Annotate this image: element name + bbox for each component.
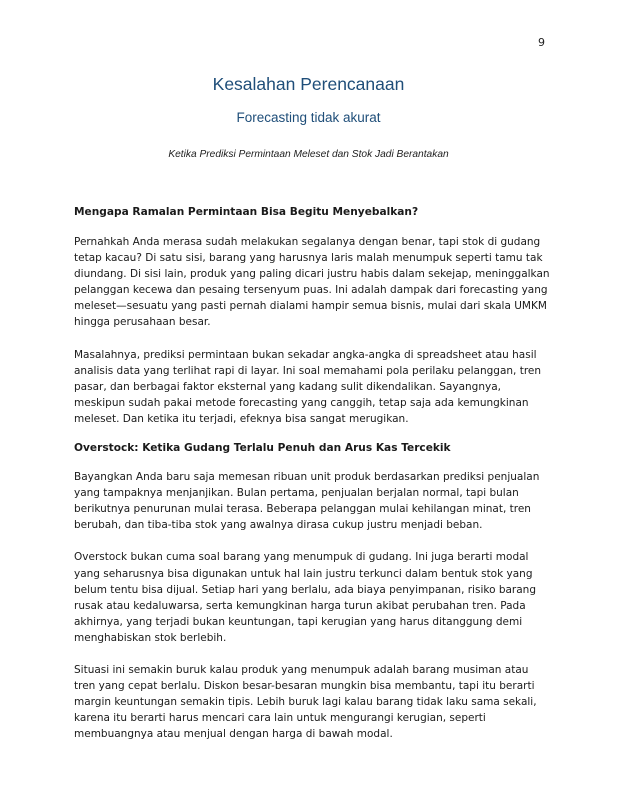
paragraph: Masalahnya, prediksi permintaan bukan sekadar angka-angka di spreadsheet atau hasil analisis data yang terlihat rapi di layar. Ini soal memahami pola perilaku pelanggan, tren pasar, dan berbagai faktor eksternal yang kadang sulit dikendalikan. Sayangnya, meskipun sudah pakai metode forecasting yang canggih, tetap saja ada kemungkinan meleset. Dan ketika itu terjadi, efeknya bisa sangat merugikan. xyxy=(74,348,542,425)
page-title: Kesalahan Perencanaan xyxy=(212,74,405,94)
page-tagline: Ketika Prediksi Permintaan Meleset dan Stok Jadi Berantakan xyxy=(168,149,449,160)
page-subtitle: Forecasting tidak akurat xyxy=(236,110,381,125)
paragraph: Overstock bukan cuma soal barang yang menumpuk di gudang. Ini juga berarti modal yang seharusnya bisa digunakan untuk hal lain justru terkunci dalam bentuk stok yang belum tentu bisa dijual. Setiap hari yang berlalu, ada biaya penyimpanan, risiko barang rusak atau kedaluwarsa, serta kemungkinan harga turun akibat perubahan tren. Pada akhirnya, yang terjadi bukan keuntungan, tapi kerugian yang harus ditanggung demi menghabiskan stok berlebih. xyxy=(74,551,537,644)
paragraph: Situasi ini semakin buruk kalau produk yang menumpuk adalah barang musiman atau tren yang cepat berlalu. Diskon besar-besaran mungkin bisa membantu, tapi itu berarti margin keuntungan semakin tipis. Lebih buruk lagi kalau barang tidak laku sama sekali, karena itu berarti harus mencari cara lain untuk mengurangi kerugian, seperti membuangnya atau menjual dengan harga di bawah modal. xyxy=(74,663,537,741)
section-heading: Overstock: Ketika Gudang Terlalu Penuh dan Arus Kas Tercekik xyxy=(74,442,451,455)
page-number: 9 xyxy=(538,36,545,49)
paragraph: Bayangkan Anda baru saja memesan ribuan unit produk berdasarkan prediksi penjualan yang tampaknya menjanjikan. Bulan pertama, penjualan berjalan normal, tapi bulan berikutnya penurunan mulai terasa. Beberapa pelanggan mulai kehilangan minat, tren berubah, dan tiba-tiba stok yang awalnya dirasa cukup justru menjadi beban. xyxy=(74,471,540,532)
document-body xyxy=(74,204,552,758)
section-heading: Mengapa Ramalan Permintaan Bisa Begitu Menyebalkan? xyxy=(74,206,419,218)
paragraph: Pernahkah Anda merasa sudah melakukan segalanya dengan benar, tapi stok di gudang tetap kacau? Di satu sisi, barang yang harusnya laris malah menumpuk seperti tamu tak diundang. Di sisi lain, produk yang paling dicari justru habis dalam sekejap, meninggalkan pelanggan kecewa dan pesaing tersenyum puas. Ini adalah dampak dari forecasting yang meleset—sesuatu yang pasti pernah dialami hampir semua bisnis, mulai dari skala UMKM hingga perusahaan besar. xyxy=(74,236,550,329)
